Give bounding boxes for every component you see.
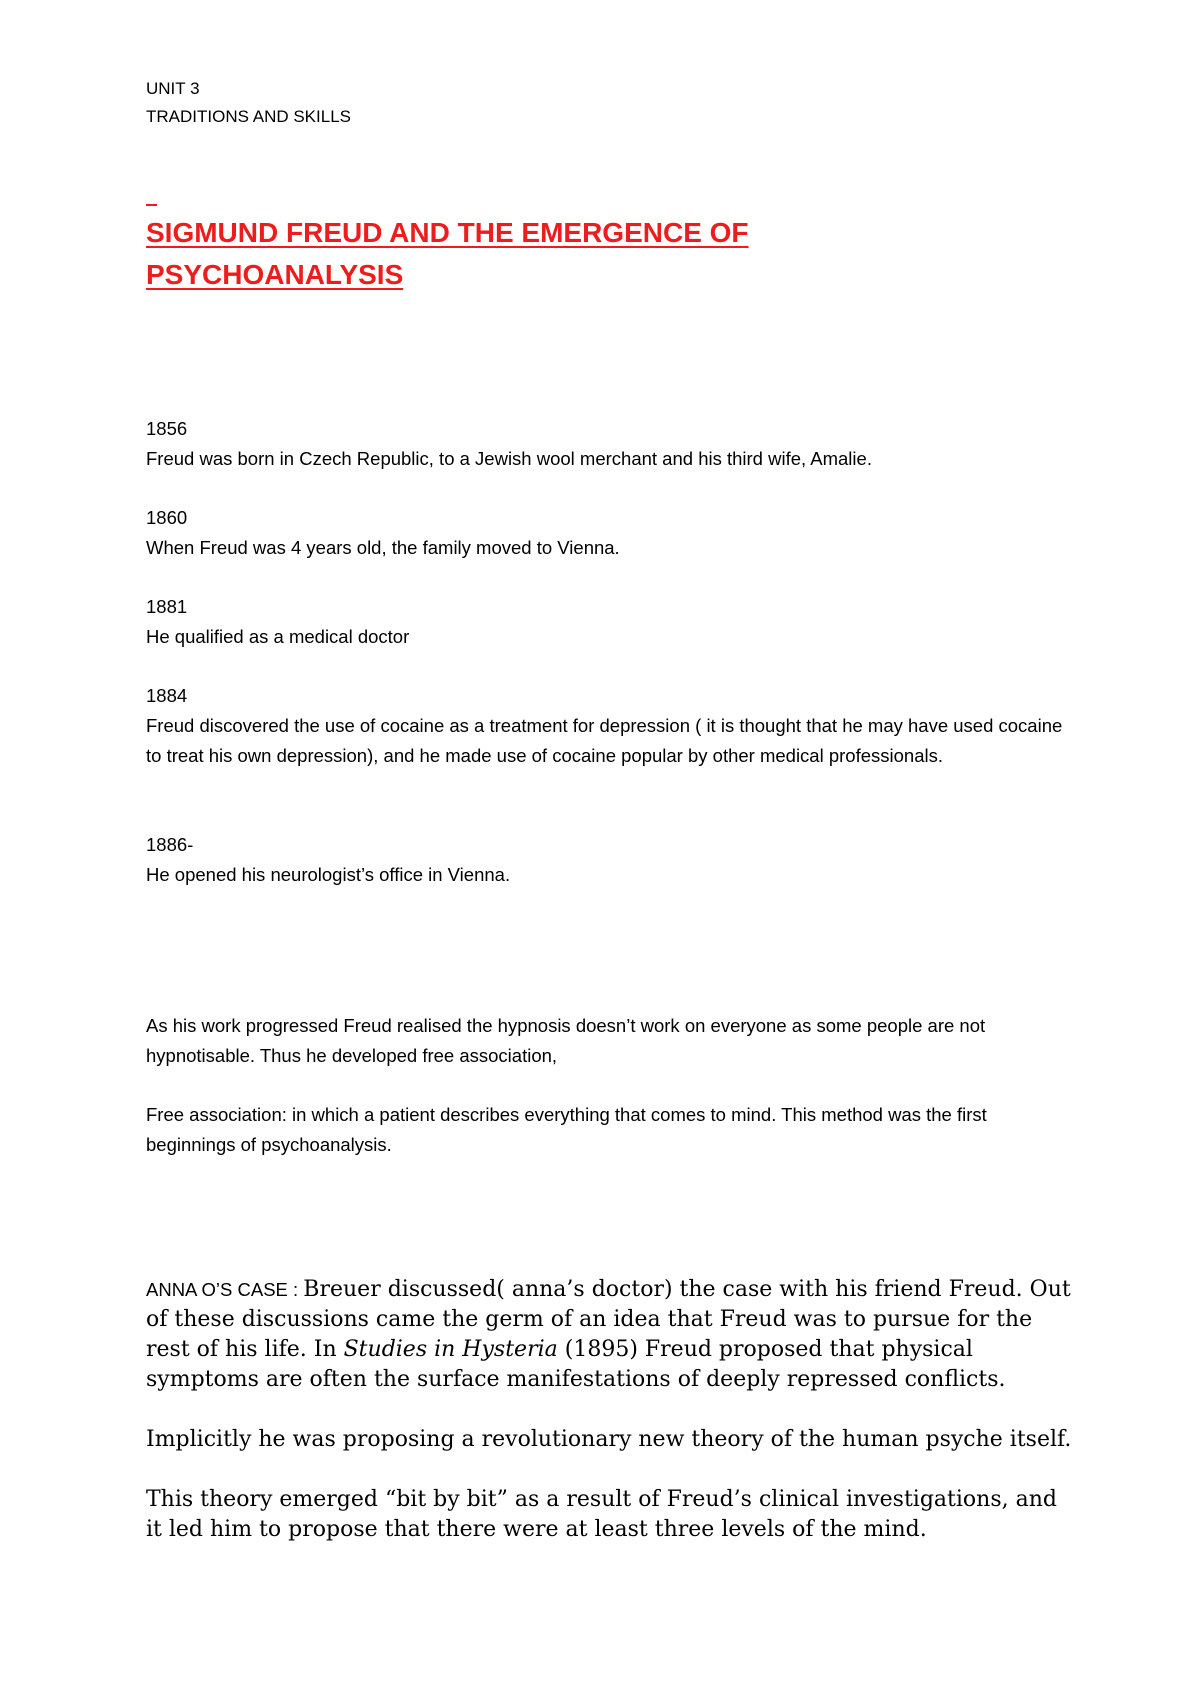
hypnosis-paragraph: As his work progressed Freud realised the hypnosis doesn’t work on everyone as some people are not hypnotisable. Thus he developed free association,	[146, 1015, 986, 1066]
timeline-year: 1860	[146, 507, 188, 528]
closing-paragraph-1: Implicitly he was proposing a revolutionary new theory of the human psyche itself.	[146, 1427, 1072, 1452]
book-title: Studies in Hysteria	[343, 1337, 558, 1362]
unit-label: UNIT 3	[146, 79, 200, 98]
title-marker	[146, 204, 157, 206]
anna-case-text-1: Breuer discussed( anna’s doctor) the case with his friend Freud. Out of these discussions came the germ of an idea that Freud was to pursue for the rest of his life. In	[146, 1277, 1071, 1362]
timeline-text: He opened his neurologist’s office in Vienna.	[146, 864, 511, 885]
timeline-text: Freud discovered the use of cocaine as a treatment for depression ( it is thought that he may have used cocaine to treat his own depression), and he made use of cocaine popular by other medical professionals.	[146, 715, 1063, 766]
timeline-year: 1884	[146, 685, 188, 706]
closing-paragraph-2: This theory emerged “bit by bit” as a result of Freud’s clinical investigations, and it led him to propose that there were at least three levels of the mind.	[146, 1487, 1057, 1542]
page-title-line-1: SIGMUND FREUD AND THE EMERGENCE OF	[146, 217, 749, 248]
subject-label: TRADITIONS AND SKILLS	[146, 107, 351, 126]
timeline-year: 1886-	[146, 834, 194, 855]
free-association-paragraph: Free association: in which a patient describes everything that comes to mind. This method was the first beginnings of psychoanalysis.	[146, 1104, 987, 1155]
timeline-year: 1856	[146, 418, 188, 439]
timeline-text: When Freud was 4 years old, the family moved to Vienna.	[146, 537, 620, 558]
anna-case-text-2: (1895) Freud proposed that physical symptoms are often the surface manifestations of deeply repressed conflicts.	[146, 1337, 1006, 1392]
anna-case-paragraph	[146, 1275, 1076, 1395]
anna-case-lead: ANNA O’S CASE :	[146, 1279, 304, 1300]
timeline-text: He qualified as a medical doctor	[146, 626, 410, 647]
timeline-text: Freud was born in Czech Republic, to a Jewish wool merchant and his third wife, Amalie.	[146, 448, 872, 469]
page-title-line-2: PSYCHOANALYSIS	[146, 259, 404, 290]
timeline-year: 1881	[146, 596, 188, 617]
